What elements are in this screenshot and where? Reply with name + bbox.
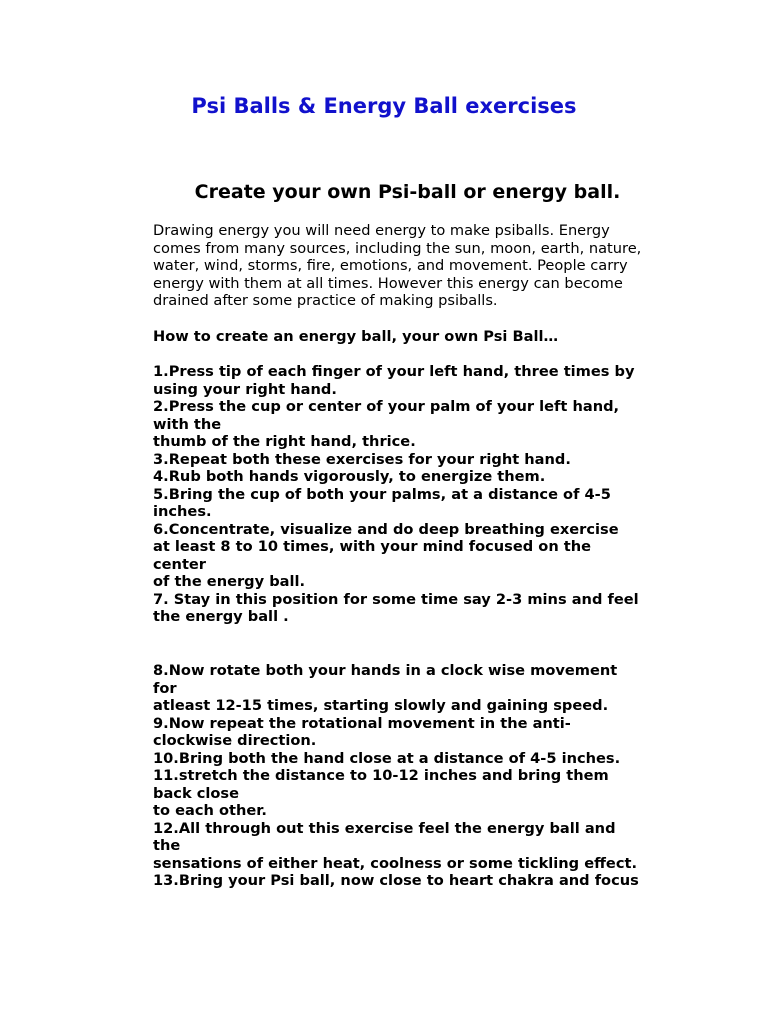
step-line: inches. <box>153 503 212 520</box>
step-line: the <box>153 837 181 854</box>
step-line: back close <box>153 784 239 802</box>
step-line: 1.Press tip of each finger of your left hand, three times by <box>153 363 635 380</box>
document-title: Psi Balls & Energy Ball exercises <box>191 94 577 118</box>
intro-line: energy with them at all times. However this energy can become <box>153 274 623 292</box>
step-line: to each other. <box>153 802 267 819</box>
step-line: 2.Press the cup or center of your palm of your left hand, <box>153 398 620 415</box>
intro-line: comes from many sources, including the sun, moon, earth, nature, <box>153 239 642 257</box>
steps-list-part-2 <box>153 662 673 890</box>
step-line: 12.All through out this exercise feel the energy ball and <box>153 819 616 837</box>
step-line: 4.Rub both hands vigorously, to energize them. <box>153 468 546 485</box>
intro-line: drained after some practice of making psiballs. <box>153 292 498 310</box>
step-line: center <box>153 555 207 573</box>
step-line: 10.Bring both the hand close at a distance of 4-5 inches. <box>153 749 621 767</box>
step-line: of the energy ball. <box>153 573 306 590</box>
how-to-heading <box>153 328 673 346</box>
step-line: sensations of either heat, coolness or some tickling effect. <box>153 854 637 872</box>
step-line: 7. Stay in this position for some time say 2-3 mins and feel <box>153 590 639 608</box>
step-line: 11.stretch the distance to 10-12 inches and bring them <box>153 767 609 784</box>
step-line: 5.Bring the cup of both your palms, at a distance of 4-5 <box>153 485 611 503</box>
step-line: using your right hand. <box>153 380 337 398</box>
document-subtitle: Create your own Psi-ball or energy ball. <box>194 181 621 203</box>
step-line: for <box>153 679 177 697</box>
step-line: 9.Now repeat the rotational movement in the anti- <box>153 714 571 732</box>
steps-list-part-1 <box>153 363 673 626</box>
step-line: atleast 12-15 times, starting slowly and gaining speed. <box>153 697 609 714</box>
step-line: 13.Bring your Psi ball, now close to heart chakra and focus <box>153 872 639 889</box>
step-line: with the <box>153 415 222 433</box>
step-line: clockwise direction. <box>153 732 317 749</box>
step-line: the energy ball . <box>153 608 289 625</box>
step-line: thumb of the right hand, thrice. <box>153 433 416 450</box>
intro-line: water, wind, storms, fire, emotions, and movement. People carry <box>153 257 628 275</box>
step-line: at least 8 to 10 times, with your mind focused on the <box>153 538 592 555</box>
step-line: 3.Repeat both these exercises for your right hand. <box>153 450 571 468</box>
step-line: 8.Now rotate both your hands in a clock wise movement <box>153 662 618 679</box>
how-to-heading-text: How to create an energy ball, your own Psi Ball… <box>153 328 559 345</box>
intro-line: Drawing energy you will need energy to make psiballs. Energy <box>153 222 610 239</box>
step-line: 6.Concentrate, visualize and do deep breathing exercise <box>153 520 619 538</box>
intro-paragraph <box>153 222 673 310</box>
